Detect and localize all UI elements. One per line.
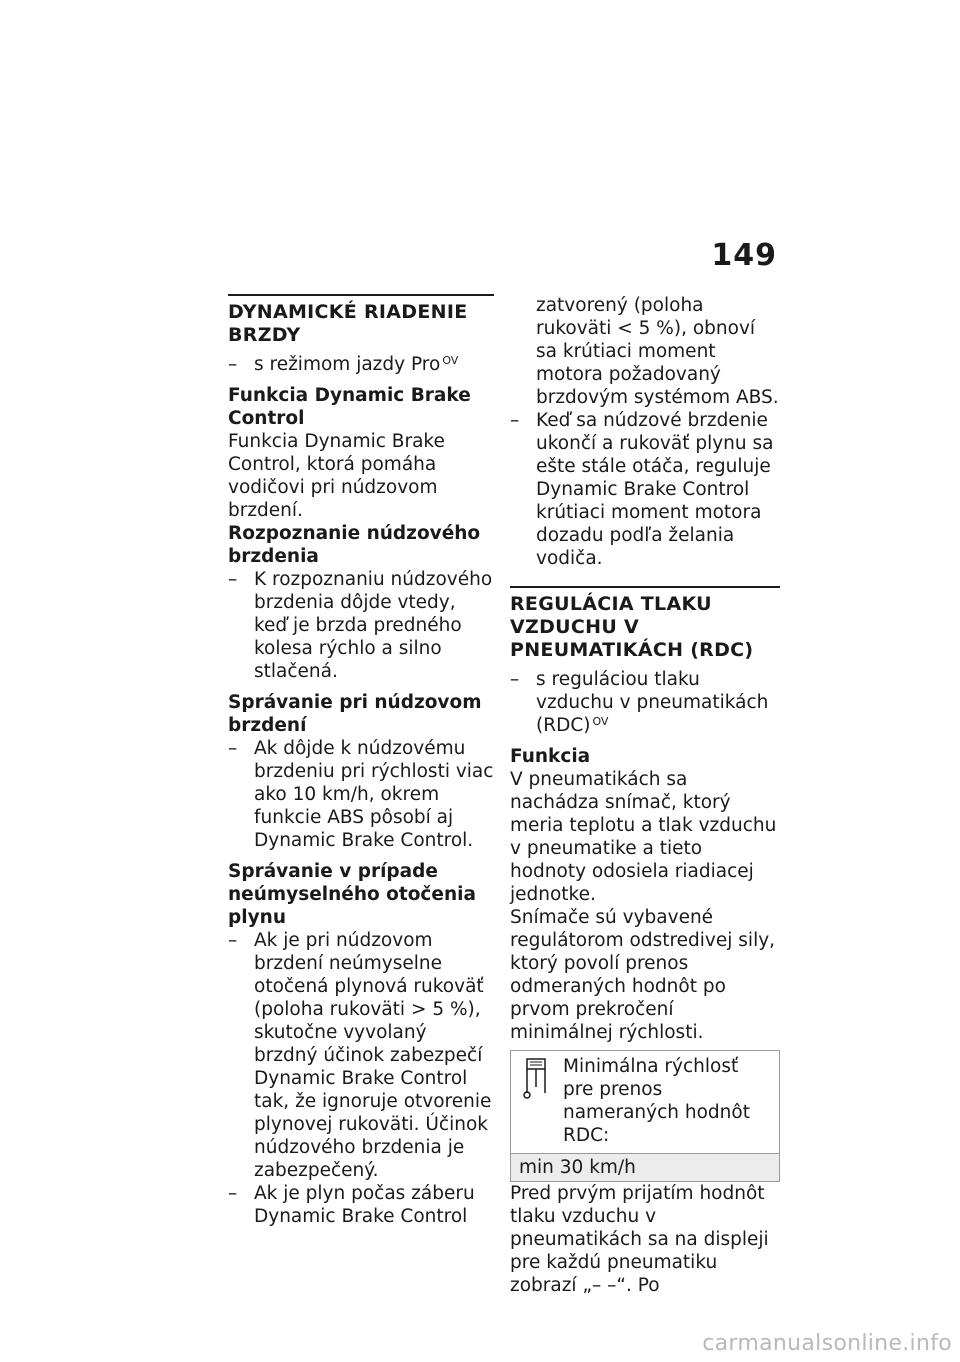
note-text: Minimálna rýchlosť pre prenos nameraných hodnôt RDC: [563,1056,750,1146]
heading-function: Funkcia Dynamic Brake Control [228,385,471,429]
left-column [228,294,494,1228]
right-column [510,294,780,1297]
brake-end-item: – Keď sa núdzové brzdenie ukončí a rukoväť plynu sa ešte stále otáča, reguluje Dynamic Brake Control krútiaci moment motora dozadu podľa želania vodiča. [510,409,780,570]
unintended-item-1: – Ak je pri núdzovom brzdení neúmyselne otočená plynová rukoväť (poloha rukoväti > 5 %), skutočne vyvolaný brzdný účinok zabezpečí Dynamic Brake Control tak, že ignoruje otvorenie plynovej rukoväti. Účinok núdzového brzdenia je zabezpečený. [228,929,494,1182]
footer-watermark: carmanualsonline.info [702,1331,952,1356]
section-rule [510,586,780,588]
page-number: 149 [711,238,777,273]
option-marker: OV [592,715,609,728]
section-rule [228,294,494,296]
heading-behaviour: Správanie pri núdzovom brzdení [228,692,482,736]
detection-item: – K rozpoznaniu núdzového brzdenia dôjde vtedy, keď je brzda predného kolesa rýchlo a silno stlačená. [228,568,494,683]
info-note [510,1050,780,1182]
heading-unintended-throttle: Správanie v prípade neúmyselného otočenia plynu [228,861,476,928]
note-value: min 30 km/h [511,1153,779,1181]
function-text-2: Snímače sú vybavené regulátorom odstredivej sily, ktorý povolí prenos odmeraných hodnôt po prvom prekročení minimálnej rýchlosti. [510,907,776,1043]
function-text-1: V pneumatikách sa nachádza snímač, ktorý meria teplotu a tlak vzduchu v pneumatike a tieto hodnoty odosiela riadiacej jednotke. [510,769,777,905]
heading-function: Funkcia [510,746,591,767]
continued-text: zatvorený (poloha rukoväti < 5 %), obnoví sa krútiaci moment motora požadovaný brzdovým systémom ABS. [536,295,779,408]
option-marker: OV [442,354,459,367]
tire-gauge-icon [521,1057,551,1103]
section-title-rdc: REGULÁCIA TLAKU VZDUCHU V PNEUMATIKÁCH (RDC) [510,593,754,661]
requirement-text: s režimom jazdy Pro [254,354,441,375]
heading-detection: Rozpoznanie núdzového brzdenia [228,523,481,567]
function-text: Funkcia Dynamic Brake Control, ktorá pomáha vodičovi pri núdzovom brzdení. [228,431,445,521]
requirement-line [510,668,780,737]
section-title-brake: DYNAMICKÉ RIADENIE BRZDY [228,301,468,346]
behaviour-item: – Ak dôjde k núdzovému brzdeniu pri rýchlosti viac ako 10 km/h, okrem funkcie ABS pôsobí aj Dynamic Brake Control. [228,737,494,852]
note-body [511,1051,779,1153]
requirement-line [228,353,494,376]
requirement-text: s reguláciou tlaku vzduchu v pneumatikách (RDC) [536,669,769,736]
after-note-text: Pred prvým prijatím hodnôt tlaku vzduchu v pneumatikách sa na displeji pre každú pneumatiku zobrazí „– –“. Po [510,1183,769,1296]
unintended-item-2: – Ak je plyn počas záberu Dynamic Brake Control [228,1182,494,1228]
